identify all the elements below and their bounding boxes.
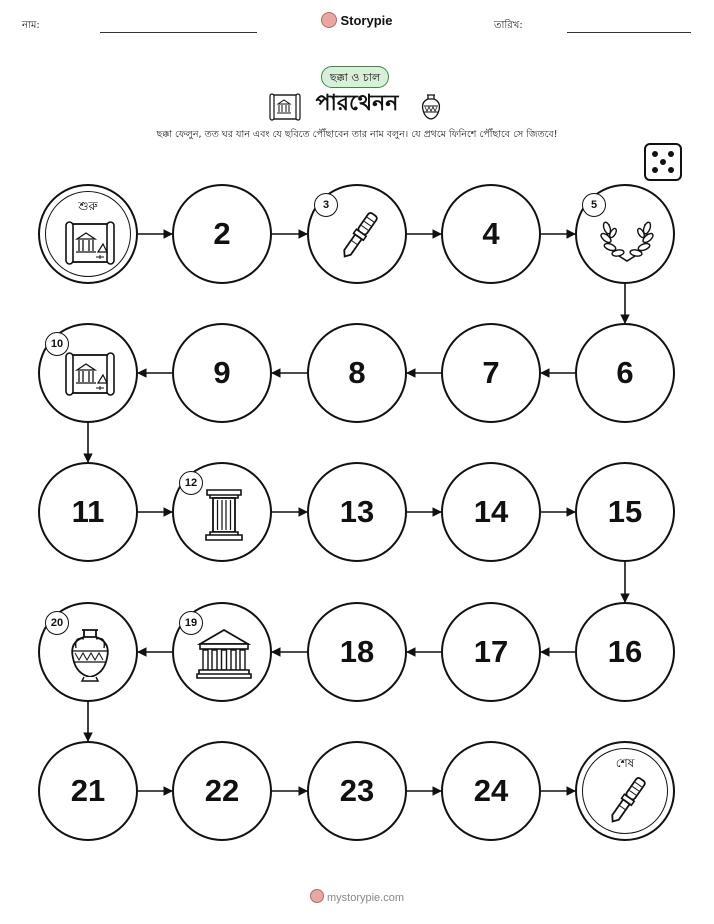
space-number: 4 — [482, 216, 500, 251]
board-space-18 — [307, 602, 407, 702]
footer — [0, 889, 714, 904]
instructions-text: ছক্কা ফেলুন, তত ঘর যান এবং যে ছবিতে পৌঁছাবেন তার নাম বলুন। যে প্রথমে ফিনিশে পৌঁছাবে সে জিতবে! — [156, 129, 558, 140]
space-number: 6 — [616, 355, 634, 390]
board-space-12 — [172, 462, 272, 562]
board-space-14 — [441, 462, 541, 562]
chisel-icon — [329, 206, 389, 266]
start-space — [38, 184, 138, 284]
blueprint-icon — [60, 345, 120, 405]
name-label: নাম: — [22, 20, 40, 31]
space-number: 13 — [339, 494, 375, 529]
space-number: 18 — [339, 634, 375, 669]
space-number: 11 — [71, 494, 105, 529]
blueprint-icon — [60, 214, 120, 274]
parthenon-temple-icon — [194, 624, 254, 684]
board-space-5 — [575, 184, 675, 284]
space-number-badge: 20 — [45, 611, 69, 635]
space-number-badge: 3 — [314, 193, 338, 217]
board-space-3 — [307, 184, 407, 284]
board-space-10 — [38, 323, 138, 423]
board-space-20 — [38, 602, 138, 702]
column-icon — [194, 484, 254, 544]
space-number-badge: 12 — [179, 471, 203, 495]
end-label: শেষ — [615, 756, 635, 770]
board-space-24 — [441, 741, 541, 841]
start-label: শুরু — [78, 199, 98, 213]
board-space-11 — [38, 462, 138, 562]
space-number-badge: 5 — [582, 193, 606, 217]
space-number: 16 — [607, 634, 643, 669]
space-number: 21 — [70, 773, 106, 808]
board-space-22 — [172, 741, 272, 841]
footer-url[interactable]: mystorypie.com — [326, 892, 405, 904]
space-number: 14 — [473, 494, 509, 529]
board-space-13 — [307, 462, 407, 562]
board-space-21 — [38, 741, 138, 841]
space-number: 22 — [204, 773, 240, 808]
space-number-badge: 10 — [45, 332, 69, 356]
chisel-icon — [597, 771, 657, 831]
page-title: পারথেনন — [315, 91, 399, 116]
board-space-4 — [441, 184, 541, 284]
date-label: তারিখ: — [494, 20, 523, 31]
laurel-wreath-icon — [597, 206, 657, 266]
space-number: 9 — [213, 355, 231, 390]
board-space-15 — [575, 462, 675, 562]
board-space-17 — [441, 602, 541, 702]
space-number: 23 — [339, 773, 375, 808]
space-number: 17 — [473, 634, 509, 669]
brand-name: Storypie — [340, 13, 393, 28]
board-space-16 — [575, 602, 675, 702]
space-number: 8 — [348, 355, 366, 390]
board-space-7 — [441, 323, 541, 423]
space-number: 7 — [482, 355, 500, 390]
space-number: 15 — [607, 494, 643, 529]
space-number: 24 — [473, 773, 509, 808]
board-space-2 — [172, 184, 272, 284]
board-space-6 — [575, 323, 675, 423]
board-space-9 — [172, 323, 272, 423]
space-number-badge: 19 — [179, 611, 203, 635]
storypie-mascot-icon — [310, 889, 324, 903]
board-space-19 — [172, 602, 272, 702]
space-number: 2 — [213, 216, 231, 251]
board-space-8 — [307, 323, 407, 423]
board-space-23 — [307, 741, 407, 841]
amphora-icon — [60, 624, 120, 684]
game-tag: ছক্কা ও চাল — [321, 66, 389, 88]
finish-space — [575, 741, 675, 841]
